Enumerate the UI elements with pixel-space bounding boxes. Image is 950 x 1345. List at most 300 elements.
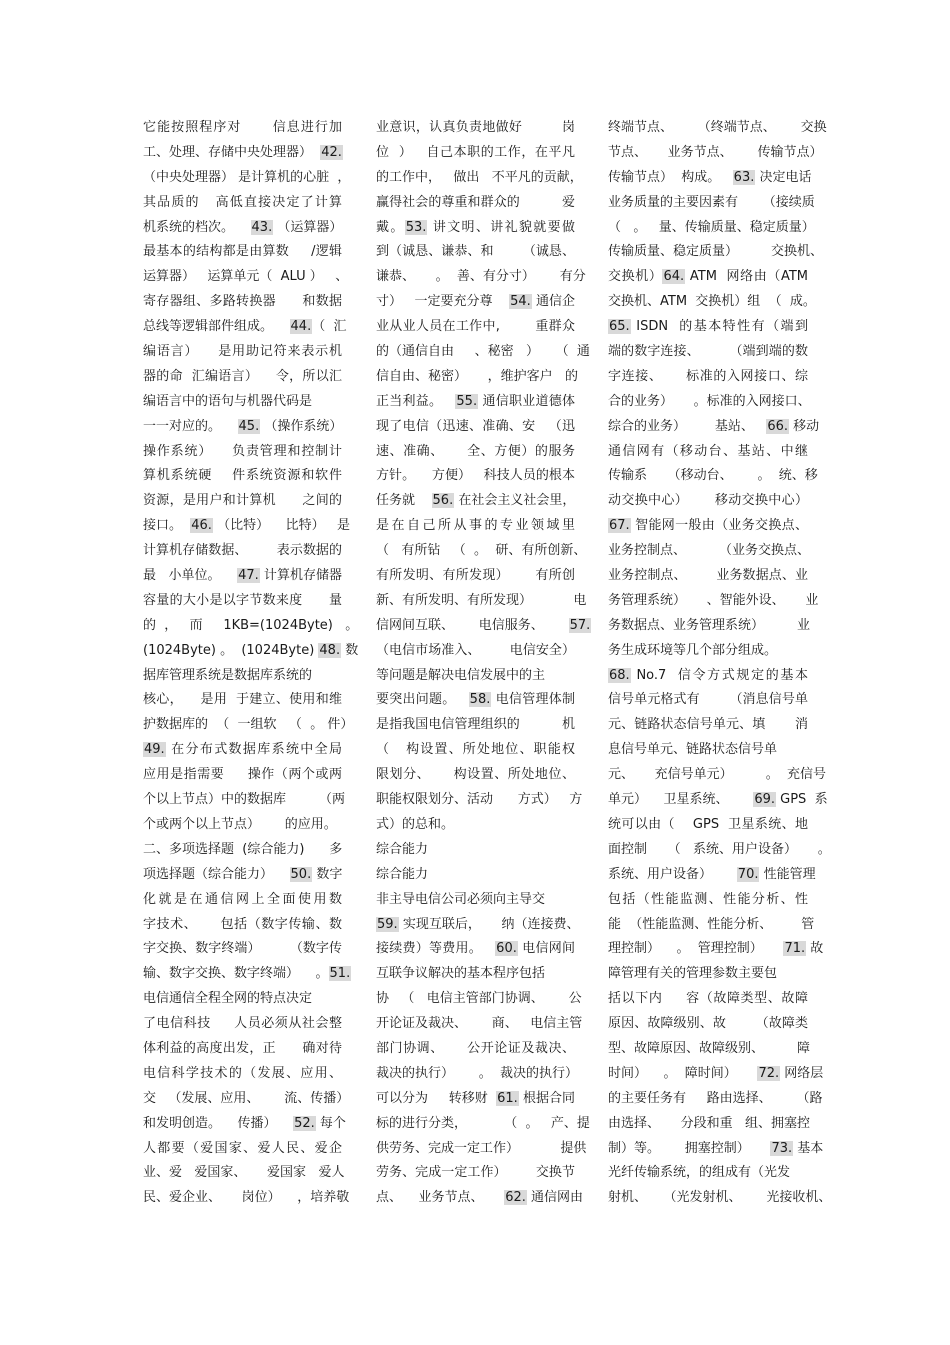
text-segment: 工、处理、存储中央处理器） — [143, 144, 321, 160]
text-segment: 射机、 （光发射机、 光接收机、 — [608, 1190, 832, 1206]
text-line — [608, 564, 808, 589]
text-segment: （电信市场准入、 电信安全） — [376, 642, 575, 658]
text-line — [376, 1137, 587, 1162]
text-line — [376, 315, 575, 340]
text-segment: 息信号单元、链路状态信号单 — [608, 742, 778, 758]
text-segment: 裁决的执行） 。 裁决的执行） — [376, 1065, 579, 1081]
text-line — [143, 440, 342, 465]
text-segment: 通信职业道德体 — [478, 393, 575, 409]
question-number: 59. — [377, 916, 398, 932]
text-segment: 职能权限划分、活动 方式） 方 — [376, 792, 583, 808]
text-line — [143, 564, 342, 589]
text-segment: 运算器） 运算单元（ ALU ） 、 — [143, 269, 349, 285]
text-line — [376, 788, 583, 813]
text-segment: 综合的业务） 基站、 — [608, 418, 767, 434]
text-line — [608, 166, 812, 191]
text-segment: 理控制） 。 管理控制） — [608, 941, 784, 957]
text-segment: 由选择、 分段和重 组、拥塞控 — [608, 1115, 811, 1131]
text-segment: 系统、用户设备） — [608, 866, 737, 882]
text-line — [376, 415, 575, 440]
text-segment: 交换机、ATM 交换机）组 （ 成。 — [608, 294, 816, 310]
question-number: 71. — [784, 941, 806, 957]
text-segment: （ 有所钻 （ 。 研、有所创新、 — [376, 543, 587, 559]
text-line — [143, 191, 342, 216]
text-line — [376, 290, 575, 315]
text-segment: 接续费）等费用。 — [376, 941, 496, 957]
text-segment: 综合能力 — [376, 866, 429, 882]
text-segment: 输、数字交换、数字终端） 。 — [143, 966, 329, 982]
text-line — [376, 664, 575, 689]
text-line — [143, 1112, 346, 1137]
text-line — [143, 713, 354, 738]
text-segment: 电信通信全程全网的特点决定 — [143, 991, 313, 1007]
text-line — [608, 315, 808, 340]
text-line — [143, 1012, 342, 1037]
text-segment: 寸） 一定要充分尊 — [376, 294, 510, 310]
text-line — [376, 888, 575, 913]
text-segment: 护数据库的 （ 一组软 （ 。 件） — [143, 717, 354, 733]
text-segment: 任务就 — [376, 493, 432, 509]
text-segment: 的（通信自由 、秘密 ） （ 通 — [376, 344, 590, 360]
text-line — [143, 1186, 350, 1211]
text-segment: 开论证及裁决、 商、 电信主管 — [376, 1016, 583, 1032]
text-segment: 智能网一般由（业务交换点、 — [630, 518, 808, 534]
text-line — [376, 763, 575, 788]
text-segment: 位 ） 自己本职的工作，在平凡 — [376, 144, 575, 160]
text-line — [608, 415, 820, 440]
text-segment: 端的数字连接、 （端到端的数 — [608, 344, 808, 360]
text-segment: 器的命 汇编语言） 令，所以汇 — [143, 368, 342, 384]
text-segment: 元、 充信号单元） 。 充信号 — [608, 767, 826, 783]
text-segment: 传输系 （移动台、 。 统、移 — [608, 468, 818, 484]
text-line — [143, 639, 359, 664]
text-segment: 网络层 — [780, 1065, 824, 1081]
text-line — [608, 191, 815, 216]
question-number: 52. — [294, 1115, 315, 1131]
text-segment: 编语言） 是用助记符来表示机 — [143, 344, 342, 360]
text-segment: 的工作中， 做出 不平凡的贡献， — [376, 169, 583, 185]
text-line — [608, 664, 808, 689]
text-line — [376, 440, 575, 465]
question-number: 67. — [609, 518, 630, 534]
text-line — [143, 962, 351, 987]
text-segment: 原因、故障级别、故 （故障类 — [608, 1016, 808, 1032]
text-segment: 面控制 （ 系统、用户设备） 。 — [608, 841, 831, 857]
text-line — [376, 1161, 575, 1186]
text-segment: 编语言中的语句与机器代码是 — [143, 393, 313, 409]
text-segment: 人都要（爱国家、爱人民、爱企 — [143, 1140, 342, 1156]
text-line — [376, 913, 580, 938]
text-segment: （ 汇 — [312, 319, 347, 335]
text-segment: 算机系统硬 件系统资源和软件 — [143, 468, 342, 484]
question-number: 54. — [510, 294, 531, 310]
text-line — [608, 763, 826, 788]
text-line — [608, 464, 818, 489]
text-line — [608, 365, 808, 390]
text-line — [608, 489, 808, 514]
question-number: 46. — [191, 518, 212, 534]
text-segment: 业务质量的主要因素有 （接续质 — [608, 194, 815, 210]
text-line — [143, 265, 349, 290]
text-column-1 — [143, 116, 359, 1211]
text-segment: 应用是指需要 操作（两个或两 — [143, 767, 342, 783]
text-segment: 业从业人员在工作中, 重群众 — [376, 319, 575, 335]
text-segment: 信自由、秘密） ，维护客户 的 — [376, 368, 579, 384]
question-number: 42. — [321, 144, 342, 160]
text-segment: （中央处理器） 是计算机的心脏 ， — [143, 169, 351, 185]
text-line — [608, 688, 808, 713]
text-segment: 总线等逻辑部件组成。 — [143, 319, 290, 335]
text-line — [376, 1012, 583, 1037]
text-line — [143, 290, 342, 315]
text-column-2 — [376, 116, 591, 1211]
text-line — [608, 838, 831, 863]
text-line — [376, 987, 582, 1012]
text-line — [143, 166, 351, 191]
question-number: 66. — [767, 418, 789, 434]
text-segment: No.7 信令方式规定的基本 — [630, 667, 808, 683]
text-line — [608, 440, 808, 465]
text-segment: 故 — [806, 941, 824, 957]
question-number: 43. — [251, 219, 273, 235]
text-segment: （运算器） — [273, 219, 343, 235]
text-segment: 制）等。 拥塞控制） — [608, 1140, 771, 1156]
text-segment: 信号单元格式有 （消息信号单 — [608, 692, 808, 708]
text-line — [376, 937, 575, 962]
text-segment: 计算机存储器 — [259, 568, 342, 584]
question-number: 53. — [405, 219, 427, 235]
text-line — [143, 664, 342, 689]
text-segment: 的主要任务有 路由选择、 （路 — [608, 1090, 823, 1106]
text-line — [608, 589, 819, 614]
text-line — [376, 1087, 575, 1112]
text-segment: GPS 系 — [776, 792, 828, 808]
text-segment: 点、 业务节点、 — [376, 1190, 505, 1206]
text-line — [608, 713, 808, 738]
text-line — [376, 191, 575, 216]
text-segment: 每个 — [315, 1115, 346, 1131]
text-line — [143, 1062, 342, 1087]
text-line — [143, 489, 342, 514]
text-segment: 通信企 — [531, 294, 575, 310]
text-segment: 数 — [341, 642, 359, 658]
text-line — [376, 216, 575, 241]
text-segment: 传输节点） 构成。 — [608, 169, 733, 185]
question-number: 50. — [290, 866, 312, 882]
text-segment: 的 ， 而 1KB=(1024Byte) 。 — [143, 617, 359, 633]
text-segment: 最 小单位。 — [143, 568, 238, 584]
text-line — [376, 141, 575, 166]
text-segment: 能 （性能监测、性能分析、 管 — [608, 916, 815, 932]
text-segment: 电信网间 — [517, 941, 575, 957]
text-segment: 谦恭、 。 善、有分寸） 有分 — [376, 269, 586, 285]
text-line — [608, 888, 808, 913]
text-line — [376, 713, 575, 738]
text-segment: 通信网有（移动台、基站、中继 — [608, 443, 808, 459]
text-segment: 非主导电信公司必须向主导交 — [376, 891, 546, 907]
text-line — [608, 962, 808, 987]
text-line — [608, 340, 808, 365]
text-segment: 机系统的档次。 — [143, 219, 251, 235]
text-segment: 标的进行分类， （ 。 产、提 — [376, 1115, 590, 1131]
question-number: 69. — [754, 792, 776, 808]
text-line — [143, 365, 342, 390]
text-segment: 是指我国电信管理组织的 机 — [376, 717, 575, 733]
text-segment: 它能按照程序对 信息进行加 — [143, 120, 342, 135]
text-line — [376, 813, 575, 838]
text-segment: 合的业务） 。标准的入网接口、 — [608, 393, 811, 409]
text-segment: 和发明创造。 传播） — [143, 1115, 294, 1131]
text-line — [608, 788, 828, 813]
text-line — [143, 539, 342, 564]
text-line — [143, 240, 342, 265]
text-segment: 体利益的高度出发，正 确对待 — [143, 1040, 342, 1056]
text-line — [376, 614, 591, 639]
text-segment: 资源，是用户和计算机 之间的 — [143, 493, 342, 509]
text-line — [143, 863, 342, 888]
text-segment: 要突出问题。 — [376, 692, 469, 708]
text-segment: 障管理有关的管理参数主要包 — [608, 966, 778, 982]
text-segment: 业务控制点、 （业务交换点、 — [608, 543, 811, 559]
text-line — [608, 913, 815, 938]
text-line — [376, 962, 575, 987]
text-segment: 计算机存储数据、 表示数据的 — [143, 543, 342, 559]
text-line — [608, 937, 824, 962]
question-number: 68. — [609, 667, 630, 683]
text-segment: 单元） 卫星系统、 — [608, 792, 754, 808]
text-line — [376, 1062, 579, 1087]
text-line — [608, 265, 808, 290]
text-line — [608, 813, 808, 838]
text-line — [376, 639, 575, 664]
text-line — [376, 838, 575, 863]
text-segment: （ 。 量、传输质量、稳定质量） — [608, 219, 815, 235]
text-segment: 戴。 — [376, 219, 405, 235]
text-line — [608, 141, 823, 166]
text-segment: 业、爱 爱国家、 爱国家 爱人 — [143, 1165, 345, 1181]
text-line — [608, 1112, 811, 1137]
text-segment: 讲文明、讲礼貌就要做 — [427, 219, 575, 235]
text-segment: 元、链路状态信号单元、填 消 — [608, 717, 808, 733]
text-line — [608, 1087, 823, 1112]
text-line — [376, 1112, 590, 1137]
text-segment: 一一对应的。 — [143, 418, 238, 434]
text-segment: 通信网由 — [526, 1190, 584, 1206]
text-segment: 动交换中心） 移动交换中心） — [608, 493, 808, 509]
text-segment: 到（诚恳、谦恭、和 （诚恳、 — [376, 244, 575, 260]
text-segment: 移动 — [789, 418, 820, 434]
text-line — [608, 987, 808, 1012]
text-line — [608, 863, 816, 888]
text-segment: 其品质的 高低直接决定了计算 — [143, 194, 342, 210]
text-segment: 信网间互联、 电信服务、 — [376, 617, 569, 633]
text-line — [143, 514, 351, 539]
text-segment: 包括（性能监测、性能分析、性 — [608, 891, 808, 907]
text-segment: 限划分、 构设置、所处地位、 — [376, 767, 575, 783]
text-line — [608, 614, 811, 639]
text-segment: 正当利益。 — [376, 393, 456, 409]
text-segment: 字交换、数字终端） （数字传 — [143, 941, 342, 957]
question-number: 60. — [496, 941, 517, 957]
text-segment: 据库管理系统是数据库系统的 — [143, 667, 313, 683]
text-segment: 最基本的结构都是由算数 /逻辑 — [143, 244, 342, 260]
question-number: 65. — [609, 319, 630, 335]
question-number: 56. — [432, 493, 454, 509]
text-column-3 — [608, 116, 832, 1211]
text-segment: 光纤传输系统，的组成有（光发 — [608, 1165, 791, 1181]
text-segment: 容量的大小是以字节数来度 量 — [143, 592, 342, 608]
text-segment: 电信管理体制 — [491, 692, 575, 708]
text-line — [608, 1161, 808, 1186]
text-line — [608, 639, 808, 664]
text-segment: （比特） 比特） 是 — [212, 518, 351, 534]
text-line — [608, 216, 815, 241]
text-segment: 有所发明、有所发现） 有所创 — [376, 568, 575, 584]
text-line — [376, 863, 575, 888]
text-segment: 方针。 方便） 科技人员的根本 — [376, 468, 575, 484]
text-segment: ATM 网络由（ATM — [685, 269, 808, 285]
text-segment: 等问题是解决电信发展中的主 — [376, 667, 546, 683]
text-line — [608, 1137, 824, 1162]
text-line — [608, 738, 808, 763]
text-line — [143, 1037, 342, 1062]
text-segment: 个或两个以上节点） 的应用。 — [143, 816, 337, 832]
text-segment: 劳务、完成一定工作） 交换节 — [376, 1165, 575, 1181]
text-segment: 务数据点、业务管理系统） 业 — [608, 617, 811, 633]
text-segment: 在社会主义社会里， — [454, 493, 576, 509]
text-line — [376, 738, 575, 763]
text-line — [376, 240, 575, 265]
text-segment: 电信科学技术的（发展、应用、 — [143, 1065, 342, 1081]
text-segment: 统可以由（ GPS 卫星系统、地 — [608, 816, 808, 832]
text-segment: （操作系统） — [260, 418, 343, 434]
text-line — [143, 813, 342, 838]
text-segment: 民、爱企业、 岗位） ，培养敬 — [143, 1190, 350, 1206]
text-segment: (1024Byte) 。 (1024Byte) — [143, 642, 319, 658]
question-number: 72. — [758, 1065, 780, 1081]
text-line — [376, 166, 583, 191]
text-line — [608, 116, 827, 141]
text-segment: 交换机） — [608, 269, 663, 285]
text-segment: 项选择题（综合能力） — [143, 866, 290, 882]
text-segment: 终端节点、 （终端节点、 交换 — [608, 120, 827, 135]
text-line — [608, 1186, 832, 1211]
text-line — [376, 265, 586, 290]
text-segment: 式）的总和。 — [376, 816, 455, 832]
text-segment: 括以下内 容（故障类型、故障 — [608, 991, 808, 1007]
text-line — [376, 514, 575, 539]
text-line — [143, 1161, 345, 1186]
text-segment: 部门协调、 公开论证及裁决、 — [376, 1040, 575, 1056]
text-segment: 决定电话 — [755, 169, 812, 185]
text-segment: 是在自己所从事的专业领域里 — [376, 518, 575, 534]
text-segment: 在分布式数据库系统中全局 — [165, 742, 342, 758]
text-line — [143, 838, 342, 863]
text-line — [376, 116, 575, 141]
text-line — [143, 888, 342, 913]
text-segment: 化就是在通信网上全面使用数 — [143, 891, 342, 907]
text-line — [143, 788, 346, 813]
text-line — [143, 141, 342, 166]
question-number: 48. — [319, 642, 341, 658]
text-segment: 根据合同 — [518, 1090, 575, 1106]
text-segment: 业意识，认真负责地做好 岗 — [376, 120, 575, 135]
text-segment: 接口。 — [143, 518, 191, 534]
question-number: 45. — [238, 418, 260, 434]
text-line — [608, 390, 811, 415]
text-segment: 务生成环境等几个部分组成。 — [608, 642, 778, 658]
text-segment: 务管理系统） 、智能外设、 业 — [608, 592, 819, 608]
text-segment: 了电信科技 人员必须从社会整 — [143, 1016, 342, 1032]
text-line — [376, 464, 575, 489]
text-line — [143, 315, 347, 340]
text-line — [143, 589, 342, 614]
question-number: 63. — [733, 169, 755, 185]
text-line — [143, 390, 342, 415]
text-line — [608, 290, 816, 315]
text-line — [143, 116, 342, 141]
text-line — [376, 1037, 575, 1062]
text-line — [143, 763, 342, 788]
text-segment: 供劳务、完成一定工作） 提供 — [376, 1140, 587, 1156]
text-line — [376, 688, 575, 713]
text-line — [143, 216, 342, 241]
text-segment: 可以分为 转移财 — [376, 1090, 497, 1106]
text-segment: 新、有所发明、有所发现） 电 — [376, 592, 587, 608]
text-segment: 操作系统） 负责管理和控制计 — [143, 443, 342, 459]
text-line — [376, 589, 587, 614]
text-line — [608, 1012, 808, 1037]
text-line — [608, 514, 808, 539]
text-segment: 字技术、 包括（数字传输、数 — [143, 916, 342, 932]
question-number: 58. — [469, 692, 491, 708]
text-line — [143, 913, 342, 938]
text-segment: 速、准确、 全、方便）的服务 — [376, 443, 575, 459]
question-number: 64. — [663, 269, 685, 285]
text-segment: 业务控制点、 业务数据点、业 — [608, 568, 808, 584]
text-segment: 时间） 。 障时间） — [608, 1065, 758, 1081]
text-segment: 现了电信（迅速、准确、安 （迅 — [376, 418, 575, 434]
question-number: 51. — [329, 966, 351, 982]
text-segment: 交 （发展、应用、 流、传播） — [143, 1090, 350, 1106]
text-line — [143, 340, 342, 365]
text-line — [376, 1186, 584, 1211]
text-segment: 性能管理 — [759, 866, 816, 882]
text-line — [143, 614, 359, 639]
text-line — [143, 1137, 342, 1162]
text-line — [376, 489, 575, 514]
text-segment: 核心， 是用 于建立、使用和维 — [143, 692, 342, 708]
text-line — [143, 738, 342, 763]
text-segment: 传输质量、稳定质量） 交换机、 — [608, 244, 824, 260]
text-segment: 协 （ 电信主管部门协调、 公 — [376, 991, 582, 1007]
text-segment: 实现互联后， 纳（连接费、 — [398, 916, 580, 932]
question-number: 47. — [238, 568, 259, 584]
text-line — [143, 688, 342, 713]
text-line — [143, 1087, 350, 1112]
text-line — [376, 340, 590, 365]
text-line — [376, 539, 587, 564]
text-segment: 赢得社会的尊重和群众的 爱 — [376, 194, 575, 210]
question-number: 57. — [569, 617, 591, 633]
text-line — [376, 390, 575, 415]
text-segment: 数字 — [312, 866, 343, 882]
text-line — [143, 987, 342, 1012]
text-line — [608, 1062, 824, 1087]
text-line — [376, 365, 579, 390]
question-number: 70. — [737, 866, 759, 882]
text-segment: （ 构设置、所处地位、职能权 — [376, 742, 575, 758]
